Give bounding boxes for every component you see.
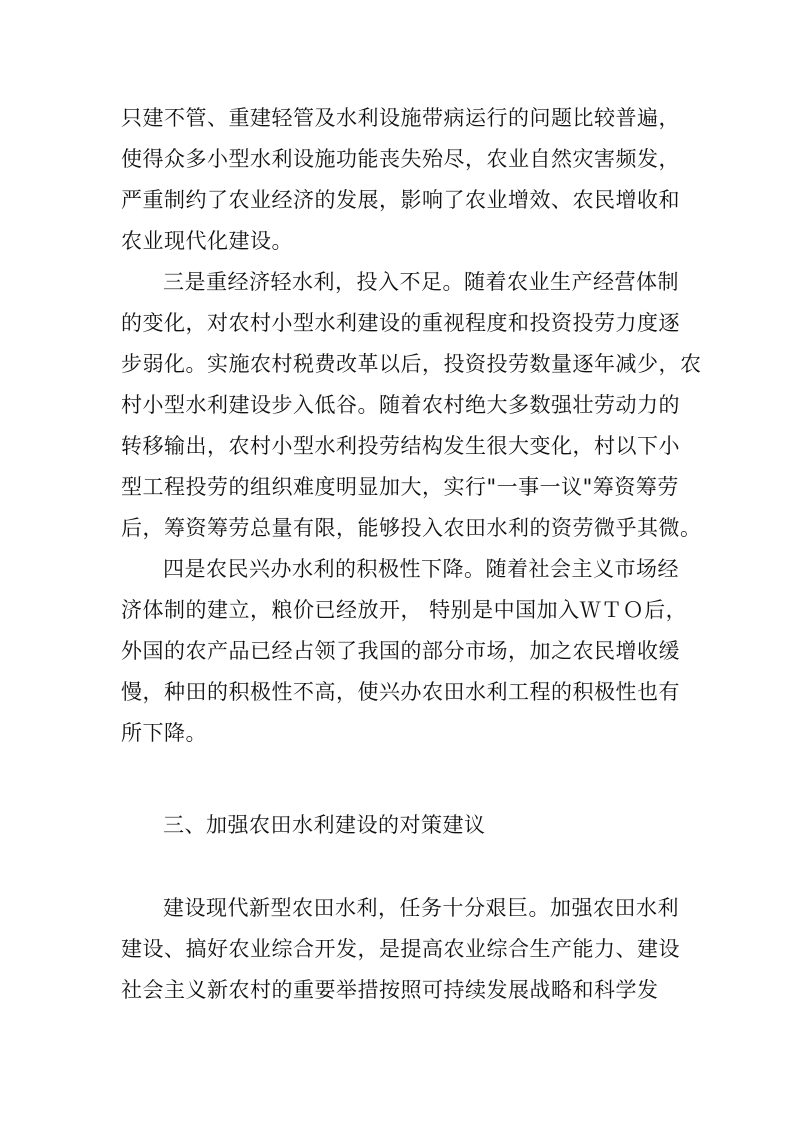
paragraph-4-line-3: 社会主义新农村的重要举措按照可持续发展战略和科学发 bbox=[121, 978, 659, 1002]
paragraph-1-line-2: 使得众多小型水利设施功能丧失殆尽，农业自然灾害频发， bbox=[121, 147, 680, 171]
section-heading: 三、加强农田水利建设的对策建议 bbox=[163, 813, 486, 837]
paragraph-1-line-1: 只建不管、重建轻管及水利设施带病运行的问题比较普遍， bbox=[121, 106, 680, 130]
paragraph-2-line-7: 后，筹资筹劳总量有限，能够投入农田水利的资劳微乎其微。 bbox=[121, 516, 702, 540]
paragraph-3-line-1: 四是农民兴办水利的积极性下降。随着社会主义市场经 bbox=[163, 557, 679, 581]
paragraph-4-line-2: 建设、搞好农业综合开发，是提高农业综合生产能力、建设 bbox=[121, 937, 680, 961]
paragraph-3-line-2: 济体制的建立，粮价已经放开， 特别是中国加入ＷＴＯ后， bbox=[121, 598, 688, 622]
paragraph-3-line-4: 慢，种田的积极性不高，使兴办农田水利工程的积极性也有 bbox=[121, 680, 680, 704]
paragraph-2-line-2: 的变化，对农村小型水利建设的重视程度和投资投劳力度逐 bbox=[121, 311, 680, 335]
paragraph-2-line-5: 转移输出，农村小型水利投劳结构发生很大变化，村以下小 bbox=[121, 434, 680, 458]
paragraph-1-line-4: 农业现代化建设。 bbox=[121, 229, 293, 253]
paragraph-2-line-1: 三是重经济轻水利，投入不足。随着农业生产经营体制 bbox=[163, 270, 679, 294]
paragraph-2-line-6: 型工程投劳的组织难度明显加大，实行"一事一议"筹资筹劳 bbox=[121, 475, 679, 499]
paragraph-1-line-3: 严重制约了农业经济的发展，影响了农业增效、农民增收和 bbox=[121, 188, 680, 212]
paragraph-3-line-3: 外国的农产品已经占领了我国的部分市场，加之农民增收缓 bbox=[121, 639, 680, 663]
paragraph-3-line-5: 所下降。 bbox=[121, 721, 207, 745]
paragraph-4-line-1: 建设现代新型农田水利，任务十分艰巨。加强农田水利 bbox=[163, 896, 679, 920]
paragraph-2-line-3: 步弱化。实施农村税费改革以后，投资投劳数量逐年减少，农 bbox=[121, 352, 702, 376]
paragraph-2-line-4: 村小型水利建设步入低谷。随着农村绝大多数强壮劳动力的 bbox=[121, 393, 680, 417]
